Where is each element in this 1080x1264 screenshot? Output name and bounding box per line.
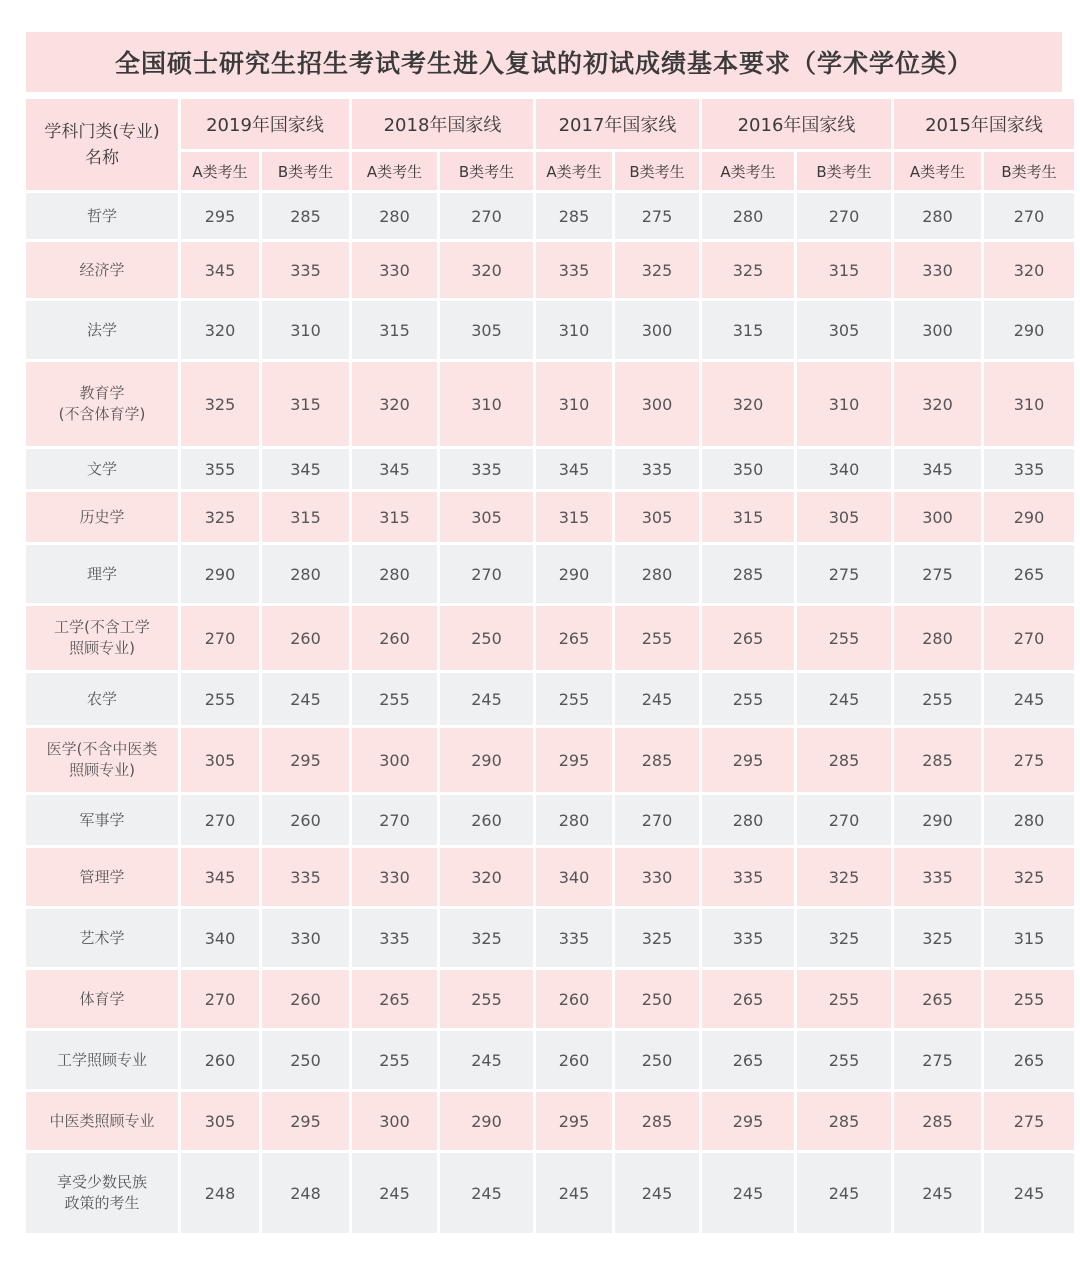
table-row: [26, 492, 1074, 542]
score-cell: 255: [797, 1031, 891, 1089]
score-cell: 270: [181, 970, 259, 1028]
score-cell: 300: [352, 1092, 437, 1150]
score-cell: 255: [440, 970, 533, 1028]
score-cell: 280: [894, 606, 981, 670]
subject-name-line: 管理学: [79, 867, 125, 886]
score-cell: 345: [536, 449, 612, 489]
score-cell: 340: [797, 449, 891, 489]
subject-name-line: 法学: [86, 320, 117, 339]
score-cell: 280: [352, 545, 437, 603]
subject-name-line: 照顾专业): [69, 639, 135, 657]
score-cell: 270: [181, 795, 259, 845]
subject-header-line2: 名称: [85, 147, 119, 168]
score-cell: 245: [440, 1153, 533, 1233]
score-cell: 330: [894, 242, 981, 298]
score-cell: 275: [894, 545, 981, 603]
score-cell: 335: [262, 848, 349, 906]
subject-name-cell: [26, 909, 178, 967]
score-cell: 285: [615, 1092, 699, 1150]
score-cell: 260: [262, 795, 349, 845]
score-cell: 255: [702, 673, 794, 725]
score-cell: 325: [984, 848, 1074, 906]
score-cell: 260: [352, 606, 437, 670]
score-cell: 310: [536, 301, 612, 359]
table-row: [26, 242, 1074, 298]
score-cell: 265: [984, 1031, 1074, 1089]
b-category-header: B类考生: [797, 152, 891, 190]
subject-name-line: 照顾专业): [69, 761, 135, 779]
score-cell: 300: [615, 362, 699, 446]
score-cell: 280: [702, 193, 794, 239]
score-cell: 300: [352, 728, 437, 792]
subject-name-line: 经济学: [79, 260, 125, 279]
subject-name-line: 农学: [86, 689, 117, 708]
score-cell: 340: [181, 909, 259, 967]
score-cell: 330: [352, 242, 437, 298]
score-cell: 320: [894, 362, 981, 446]
score-cell: 245: [536, 1153, 612, 1233]
score-cell: 270: [440, 193, 533, 239]
score-cell: 248: [181, 1153, 259, 1233]
table-row: [26, 545, 1074, 603]
score-cell: 270: [984, 193, 1074, 239]
score-cell: 265: [536, 606, 612, 670]
score-cell: 270: [615, 795, 699, 845]
score-cell: 320: [181, 301, 259, 359]
table-row: [26, 606, 1074, 670]
score-cell: 315: [702, 492, 794, 542]
subject-name-line: 体育学: [79, 989, 125, 1008]
score-cell: 280: [702, 795, 794, 845]
score-cell: 305: [797, 492, 891, 542]
score-cell: 290: [181, 545, 259, 603]
score-cell: 295: [536, 1092, 612, 1150]
score-cell: 295: [262, 728, 349, 792]
score-cell: 335: [536, 909, 612, 967]
score-cell: 265: [984, 545, 1074, 603]
score-cell: 305: [181, 1092, 259, 1150]
score-table-body: [26, 193, 1074, 1233]
score-cell: 255: [352, 673, 437, 725]
score-cell: 330: [352, 848, 437, 906]
score-cell: 260: [262, 970, 349, 1028]
subject-name-cell: [26, 728, 178, 792]
score-cell: 280: [894, 193, 981, 239]
score-cell: 300: [615, 301, 699, 359]
table-row: [26, 728, 1074, 792]
subject-name-line: 历史学: [79, 507, 125, 526]
score-cell: 275: [894, 1031, 981, 1089]
table-row: [26, 673, 1074, 725]
score-cell: 315: [984, 909, 1074, 967]
score-cell: 320: [352, 362, 437, 446]
subject-name-line: 工学照顾专业: [56, 1050, 147, 1069]
score-cell: 290: [984, 301, 1074, 359]
score-cell: 315: [536, 492, 612, 542]
score-table-container: [26, 32, 1062, 1236]
subject-name-cell: [26, 362, 178, 446]
score-cell: 335: [894, 848, 981, 906]
score-cell: 285: [615, 728, 699, 792]
subject-name-line: 教育学: [79, 384, 125, 402]
score-cell: 335: [536, 242, 612, 298]
year-header-2019: 2019年国家线: [181, 99, 349, 149]
score-cell: 260: [536, 1031, 612, 1089]
score-cell: 270: [440, 545, 533, 603]
score-cell: 310: [797, 362, 891, 446]
score-cell: 310: [536, 362, 612, 446]
score-cell: 265: [702, 970, 794, 1028]
score-cell: 285: [702, 545, 794, 603]
subject-name-cell: [26, 492, 178, 542]
score-cell: 330: [615, 848, 699, 906]
subject-name-line: 理学: [86, 564, 117, 583]
score-cell: 315: [702, 301, 794, 359]
b-category-header: B类考生: [440, 152, 533, 190]
score-cell: 345: [181, 848, 259, 906]
score-cell: 255: [797, 970, 891, 1028]
score-cell: 255: [984, 970, 1074, 1028]
score-cell: 325: [702, 242, 794, 298]
score-cell: 350: [702, 449, 794, 489]
score-cell: 325: [615, 242, 699, 298]
subject-name-cell: [26, 1153, 178, 1233]
score-cell: 310: [440, 362, 533, 446]
score-cell: 295: [181, 193, 259, 239]
score-cell: 280: [536, 795, 612, 845]
table-row: [26, 1031, 1074, 1089]
score-cell: 245: [797, 673, 891, 725]
score-cell: 295: [536, 728, 612, 792]
score-cell: 260: [536, 970, 612, 1028]
score-cell: 345: [352, 449, 437, 489]
subject-name-line: 中医类照顾专业: [49, 1111, 155, 1130]
score-cell: 305: [440, 301, 533, 359]
score-cell: 355: [181, 449, 259, 489]
subject-name-cell: [26, 970, 178, 1028]
subject-name-line: 军事学: [79, 810, 125, 829]
score-cell: 270: [797, 795, 891, 845]
score-cell: 285: [797, 728, 891, 792]
score-cell: 265: [702, 606, 794, 670]
score-cell: 335: [984, 449, 1074, 489]
year-header-2017: 2017年国家线: [536, 99, 699, 149]
score-cell: 335: [440, 449, 533, 489]
score-cell: 325: [797, 848, 891, 906]
score-cell: 285: [536, 193, 612, 239]
score-cell: 270: [352, 795, 437, 845]
subject-name-cell: [26, 1092, 178, 1150]
subject-name-cell: [26, 848, 178, 906]
score-cell: 245: [262, 673, 349, 725]
table-row: [26, 795, 1074, 845]
score-cell: 245: [984, 673, 1074, 725]
a-category-header: A类考生: [352, 152, 437, 190]
score-cell: 335: [262, 242, 349, 298]
score-cell: 320: [440, 848, 533, 906]
table-row: [26, 1092, 1074, 1150]
score-cell: 290: [440, 728, 533, 792]
subject-name-cell: [26, 242, 178, 298]
subject-name-cell: [26, 545, 178, 603]
score-cell: 270: [181, 606, 259, 670]
score-cell: 250: [440, 606, 533, 670]
score-cell: 305: [440, 492, 533, 542]
score-cell: 245: [615, 1153, 699, 1233]
score-cell: 345: [262, 449, 349, 489]
score-cell: 305: [797, 301, 891, 359]
score-cell: 320: [984, 242, 1074, 298]
b-category-header: B类考生: [984, 152, 1074, 190]
score-cell: 310: [262, 301, 349, 359]
score-cell: 275: [797, 545, 891, 603]
score-cell: 300: [894, 492, 981, 542]
score-cell: 335: [615, 449, 699, 489]
score-cell: 270: [797, 193, 891, 239]
a-category-header: A类考生: [536, 152, 612, 190]
score-cell: 295: [702, 1092, 794, 1150]
score-cell: 255: [797, 606, 891, 670]
table-title: 全国硕士研究生招生考试考生进入复试的初试成绩基本要求（学术学位类）: [26, 32, 1062, 92]
score-cell: 305: [615, 492, 699, 542]
subject-name-cell: [26, 606, 178, 670]
subject-header-line1: 学科门类(专业): [44, 121, 160, 142]
table-row: [26, 301, 1074, 359]
score-cell: 305: [181, 728, 259, 792]
score-cell: 340: [536, 848, 612, 906]
table-row: [26, 193, 1074, 239]
subject-name-line: 享受少数民族: [56, 1173, 147, 1191]
score-cell: 325: [440, 909, 533, 967]
score-cell: 335: [352, 909, 437, 967]
score-cell: 295: [702, 728, 794, 792]
score-cell: 315: [352, 492, 437, 542]
score-cell: 285: [262, 193, 349, 239]
score-cell: 275: [615, 193, 699, 239]
subject-name-line: 工学(不含工学: [54, 618, 150, 636]
score-cell: 245: [894, 1153, 981, 1233]
score-cell: 275: [984, 728, 1074, 792]
score-table: [23, 96, 1077, 1236]
table-row: [26, 362, 1074, 446]
score-cell: 280: [352, 193, 437, 239]
score-cell: 250: [615, 970, 699, 1028]
score-cell: 330: [262, 909, 349, 967]
score-cell: 245: [984, 1153, 1074, 1233]
score-cell: 290: [440, 1092, 533, 1150]
subject-name-line: 哲学: [86, 206, 117, 225]
year-header-2018: 2018年国家线: [352, 99, 533, 149]
subject-name-line: (不含体育学): [58, 405, 146, 423]
score-cell: 245: [440, 1031, 533, 1089]
score-cell: 255: [894, 673, 981, 725]
subject-name-cell: [26, 301, 178, 359]
subject-name-line: 医学(不含中医类: [46, 740, 158, 758]
b-category-header: B类考生: [615, 152, 699, 190]
score-cell: 245: [615, 673, 699, 725]
subject-name-cell: [26, 1031, 178, 1089]
score-cell: 255: [615, 606, 699, 670]
score-cell: 290: [894, 795, 981, 845]
score-cell: 315: [797, 242, 891, 298]
score-cell: 280: [984, 795, 1074, 845]
score-cell: 325: [797, 909, 891, 967]
score-cell: 285: [894, 728, 981, 792]
score-cell: 325: [894, 909, 981, 967]
subject-name-cell: [26, 193, 178, 239]
score-cell: 320: [702, 362, 794, 446]
score-cell: 310: [984, 362, 1074, 446]
subject-column-header: [26, 99, 178, 190]
table-row: [26, 909, 1074, 967]
score-cell: 245: [440, 673, 533, 725]
a-category-header: A类考生: [894, 152, 981, 190]
a-category-header: A类考生: [702, 152, 794, 190]
score-cell: 320: [440, 242, 533, 298]
score-cell: 335: [702, 909, 794, 967]
score-cell: 265: [894, 970, 981, 1028]
score-cell: 245: [702, 1153, 794, 1233]
score-cell: 250: [615, 1031, 699, 1089]
year-header-2016: 2016年国家线: [702, 99, 891, 149]
score-cell: 315: [262, 362, 349, 446]
subject-name-cell: [26, 673, 178, 725]
a-category-header: A类考生: [181, 152, 259, 190]
subject-name-line: 文学: [86, 459, 117, 478]
subject-name-cell: [26, 795, 178, 845]
score-cell: 315: [352, 301, 437, 359]
score-cell: 265: [352, 970, 437, 1028]
table-row: [26, 848, 1074, 906]
score-cell: 260: [181, 1031, 259, 1089]
score-cell: 315: [262, 492, 349, 542]
score-cell: 325: [181, 362, 259, 446]
score-cell: 280: [615, 545, 699, 603]
score-cell: 285: [797, 1092, 891, 1150]
table-row: [26, 449, 1074, 489]
table-row: [26, 1153, 1074, 1233]
score-cell: 290: [536, 545, 612, 603]
subject-name-line: 政策的考生: [64, 1194, 140, 1212]
score-cell: 295: [262, 1092, 349, 1150]
score-cell: 260: [440, 795, 533, 845]
score-cell: 290: [984, 492, 1074, 542]
score-cell: 248: [262, 1153, 349, 1233]
score-cell: 345: [181, 242, 259, 298]
score-cell: 255: [352, 1031, 437, 1089]
score-cell: 250: [262, 1031, 349, 1089]
table-row: [26, 970, 1074, 1028]
score-cell: 280: [262, 545, 349, 603]
score-cell: 285: [894, 1092, 981, 1150]
score-cell: 325: [615, 909, 699, 967]
year-header-2015: 2015年国家线: [894, 99, 1074, 149]
score-cell: 335: [702, 848, 794, 906]
score-cell: 255: [536, 673, 612, 725]
b-category-header: B类考生: [262, 152, 349, 190]
score-cell: 300: [894, 301, 981, 359]
score-cell: 245: [797, 1153, 891, 1233]
score-cell: 265: [702, 1031, 794, 1089]
subject-name-cell: [26, 449, 178, 489]
score-cell: 325: [181, 492, 259, 542]
subject-name-line: 艺术学: [79, 928, 125, 947]
score-cell: 260: [262, 606, 349, 670]
score-cell: 275: [984, 1092, 1074, 1150]
score-cell: 345: [894, 449, 981, 489]
score-cell: 255: [181, 673, 259, 725]
score-cell: 270: [984, 606, 1074, 670]
score-cell: 245: [352, 1153, 437, 1233]
